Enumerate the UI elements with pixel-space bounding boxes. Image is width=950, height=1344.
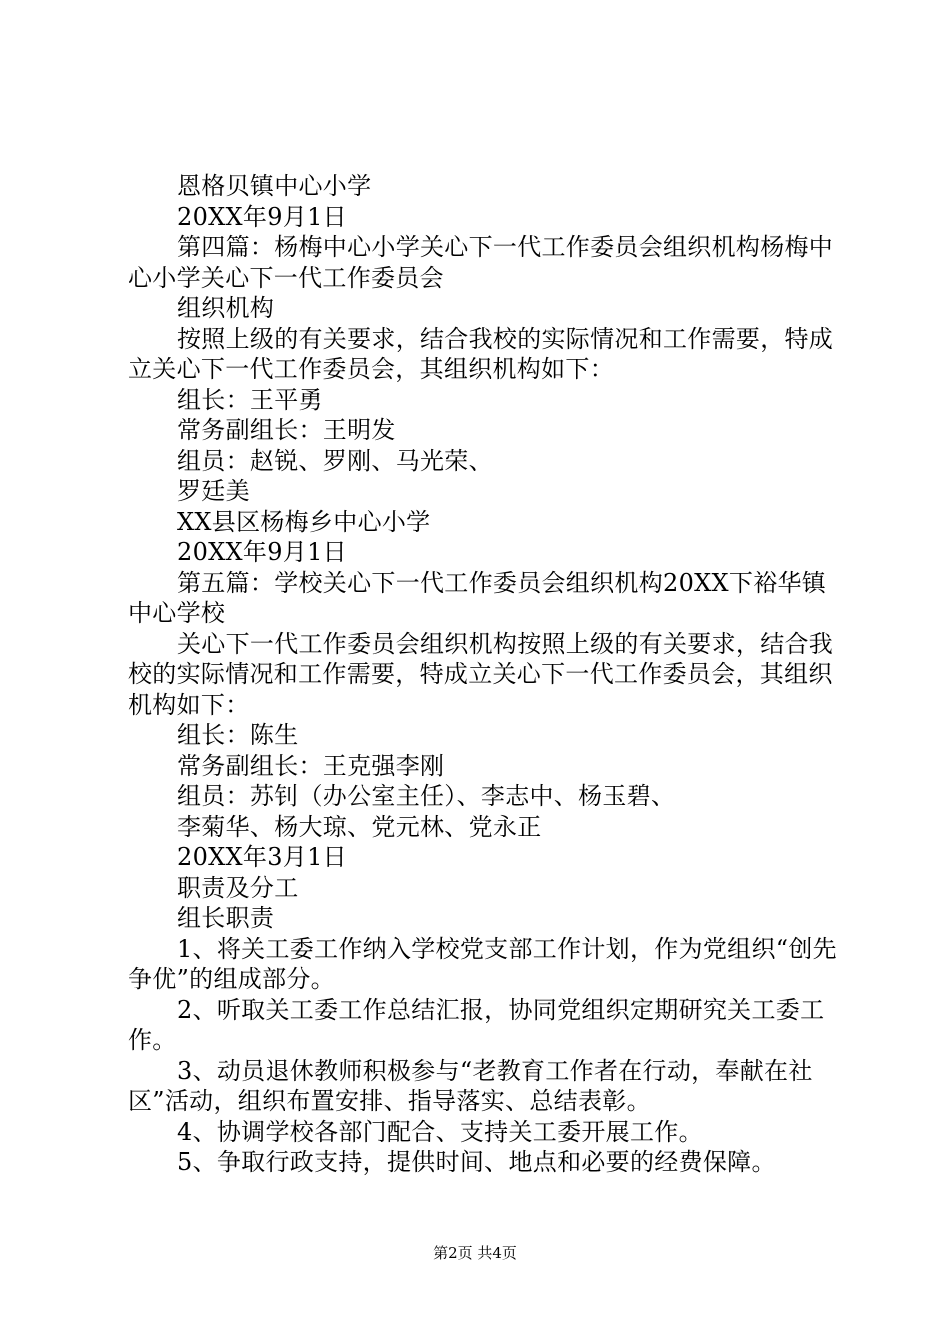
paragraph: 3、动员退休教师积极参与“老教育工作者在行动，奉献在社区”活动，组织布置安排、指导落实、总结表彰。 xyxy=(128,1056,813,1115)
paragraph: 2、听取关工委工作总结汇报，协同党组织定期研究关工委工作。 xyxy=(128,995,825,1054)
paragraph: 5、争取行政支持，提供时间、地点和必要的经费保障。 xyxy=(177,1148,776,1176)
paragraph: 组长职责 xyxy=(177,904,275,932)
paragraph: 职责及分工 xyxy=(177,873,299,902)
paragraph: 1、将关工委工作纳入学校党支部工作计划，作为党组织“创先争优”的组成部分。 xyxy=(128,934,837,993)
paragraph: 罗廷美 xyxy=(177,477,250,505)
paragraph: 组员：苏钊（办公室主任）、李志中、杨玉碧、 xyxy=(177,782,676,810)
paragraph: 组织机构 xyxy=(177,294,275,322)
paragraph: XX县区杨梅乡中心小学 xyxy=(177,507,431,536)
paragraph: 常务副组长：王明发 xyxy=(177,416,396,444)
document-body xyxy=(128,171,840,1178)
paragraph: 组长：陈生 xyxy=(177,721,299,749)
paragraph: 20XX年3月1日 xyxy=(177,843,347,871)
paragraph: 李菊华、杨大琼、党元林、党永正 xyxy=(177,812,542,841)
paragraph: 20XX年9月1日 xyxy=(177,538,347,566)
paragraph: 常务副组长：王克强李刚 xyxy=(177,751,445,780)
section-heading: 第四篇：杨梅中心小学关心下一代工作委员会组织机构杨梅中心小学关心下一代工作委员会 xyxy=(128,233,834,292)
paragraph: 4、协调学校各部门配合、支持关工委开展工作。 xyxy=(177,1117,703,1146)
paragraph: 恩格贝镇中心小学 xyxy=(177,172,372,200)
paragraph: 关心下一代工作委员会组织机构按照上级的有关要求，结合我校的实际情况和工作需要，特成立关心下一代工作委员会，其组织机构如下： xyxy=(128,629,834,719)
paragraph: 20XX年9月1日 xyxy=(177,202,347,231)
paragraph: 组长：王平勇 xyxy=(177,385,323,414)
section-heading: 第五篇：学校关心下一代工作委员会组织机构20XX下裕华镇中心学校 xyxy=(128,568,827,627)
paragraph: 组员：赵锐、罗刚、马光荣、 xyxy=(177,446,493,475)
page-footer xyxy=(0,1243,950,1263)
page-number: 第2页 共4页 xyxy=(433,1244,517,1262)
paragraph: 按照上级的有关要求，结合我校的实际情况和工作需要，特成立关心下一代工作委员会，其组织机构如下： xyxy=(128,324,834,383)
